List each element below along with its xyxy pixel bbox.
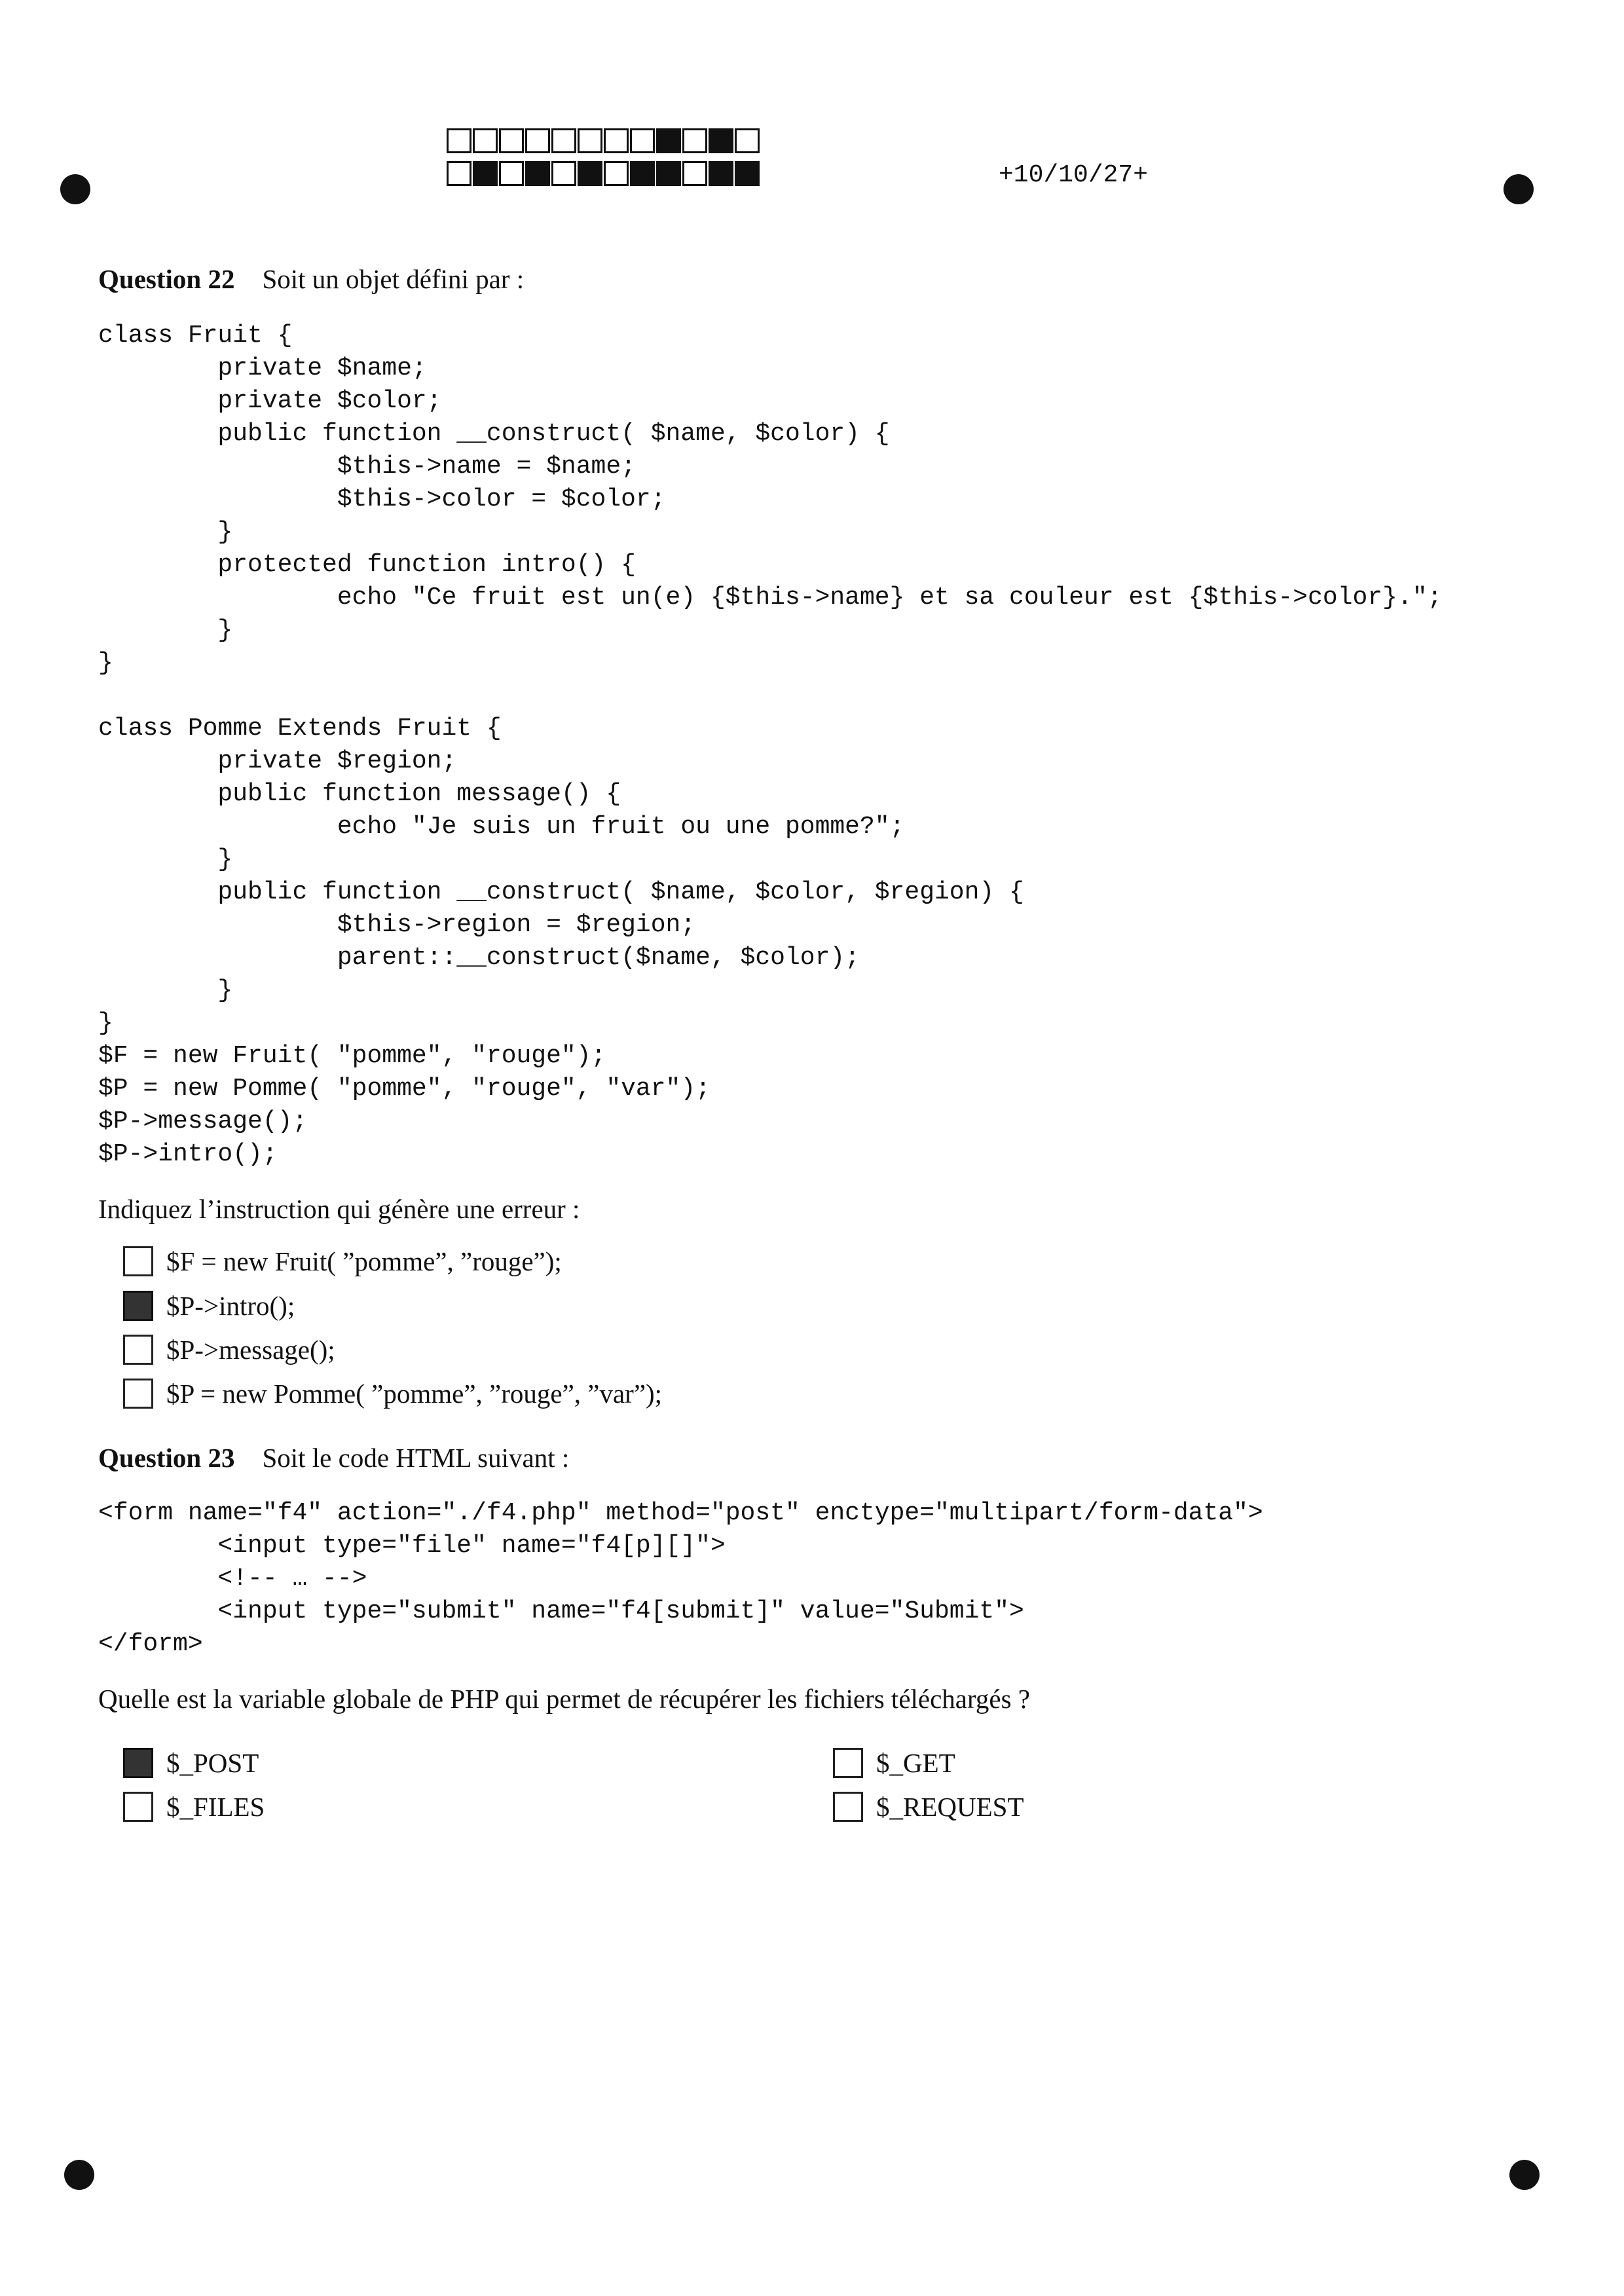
barcode-bottom-cell — [630, 161, 655, 186]
option-label: $P = new Pomme( ”pomme”, ”rouge”, ”var”); — [166, 1379, 663, 1409]
option-label: $_GET — [876, 1748, 955, 1778]
barcode-top-row — [447, 128, 761, 153]
question-22-code: class Fruit { private $name; private $color; public function __construct( $name, $color) { $this->name = $name; $this->color = $color; } protected function intro() { echo "Ce fruit est un(e) {$this->name} et sa couleur est {$this->color}."; } } class Pomme Extends Fruit { private $region; public function message() { echo "Je suis un fruit ou une pomme?"; } public function __construct( $name, $color, $region) { $this->region = $region; parent::__construct($name, $color); } } $F = new Fruit( "pomme", "rouge"); $P = new Pomme( "pomme", "rouge", "var"); $P->message(); $P->intro(); — [98, 322, 1443, 1168]
q22-option-1[interactable] — [123, 1246, 562, 1277]
option-label: $_REQUEST — [876, 1792, 1024, 1822]
option-label: $_FILES — [166, 1792, 265, 1822]
q23-option-request[interactable] — [833, 1791, 1024, 1823]
barcode-top-cell — [682, 128, 707, 153]
page-id: +10/10/27+ — [999, 161, 1149, 189]
checkbox[interactable] — [123, 1335, 153, 1365]
barcode-bottom-row — [447, 161, 761, 186]
registration-dot-bottom-right — [1509, 2160, 1540, 2190]
question-22-prompt: Indiquez l’instruction qui génère une erreur : — [98, 1194, 580, 1224]
barcode-bottom-cell — [656, 161, 681, 186]
checkbox[interactable] — [123, 1792, 153, 1822]
question-23-prompt: Quelle est la variable globale de PHP qui permet de récupérer les fichiers téléchargés ? — [98, 1684, 1031, 1714]
q23-option-files[interactable] — [123, 1791, 265, 1823]
barcode-top-cell — [709, 128, 733, 153]
option-label: $P->intro(); — [166, 1291, 295, 1321]
question-23-code: <form name="f4" action="./f4.php" method="post" enctype="multipart/form-data"> <input type="file" name="f4[p][]"> <!-- … --> <input type="submit" name="f4[submit]" value="Submit"> </form> — [98, 1499, 1263, 1658]
option-label: $P->message(); — [166, 1335, 335, 1365]
question-label: Question 23 — [98, 1443, 235, 1473]
q23-option-post[interactable] — [123, 1747, 259, 1779]
checkbox[interactable] — [833, 1748, 863, 1778]
barcode-bottom-cell — [578, 161, 602, 186]
barcode-top-cell — [578, 128, 602, 153]
question-label: Question 22 — [98, 264, 235, 294]
barcode-bottom-cell — [682, 161, 707, 186]
q22-option-2[interactable] — [123, 1290, 295, 1322]
barcode-bottom-cell — [551, 161, 576, 186]
q23-option-get[interactable] — [833, 1747, 955, 1779]
q22-option-4[interactable] — [123, 1378, 662, 1409]
barcode-top-cell — [551, 128, 576, 153]
barcode-top-cell — [656, 128, 681, 153]
option-label: $_POST — [166, 1748, 259, 1778]
question-text: Soit un objet défini par : — [262, 264, 525, 294]
question-22-header — [98, 263, 524, 295]
q22-option-3[interactable] — [123, 1334, 335, 1365]
barcode-top-cell — [604, 128, 629, 153]
question-23-header — [98, 1442, 569, 1473]
barcode-bottom-cell — [499, 161, 524, 186]
barcode-bottom-cell — [735, 161, 760, 186]
barcode-bottom-cell — [447, 161, 471, 186]
registration-dot-top-left — [60, 174, 90, 204]
checkbox[interactable] — [833, 1792, 863, 1822]
barcode-bottom-cell — [604, 161, 629, 186]
checkbox[interactable] — [123, 1291, 153, 1321]
barcode-top-cell — [735, 128, 760, 153]
question-text: Soit le code HTML suivant : — [262, 1443, 570, 1473]
registration-dot-bottom-left — [64, 2160, 94, 2190]
checkbox[interactable] — [123, 1748, 153, 1778]
barcode-top-cell — [525, 128, 550, 153]
barcode-bottom-cell — [709, 161, 733, 186]
barcode-top-cell — [630, 128, 655, 153]
checkbox[interactable] — [123, 1246, 153, 1276]
barcode-top-cell — [447, 128, 471, 153]
barcode-bottom-cell — [473, 161, 498, 186]
barcode-top-cell — [499, 128, 524, 153]
checkbox[interactable] — [123, 1379, 153, 1409]
option-label: $F = new Fruit( ”pomme”, ”rouge”); — [166, 1246, 562, 1276]
barcode-top-cell — [473, 128, 498, 153]
registration-dot-top-right — [1504, 174, 1534, 204]
barcode-bottom-cell — [525, 161, 550, 186]
